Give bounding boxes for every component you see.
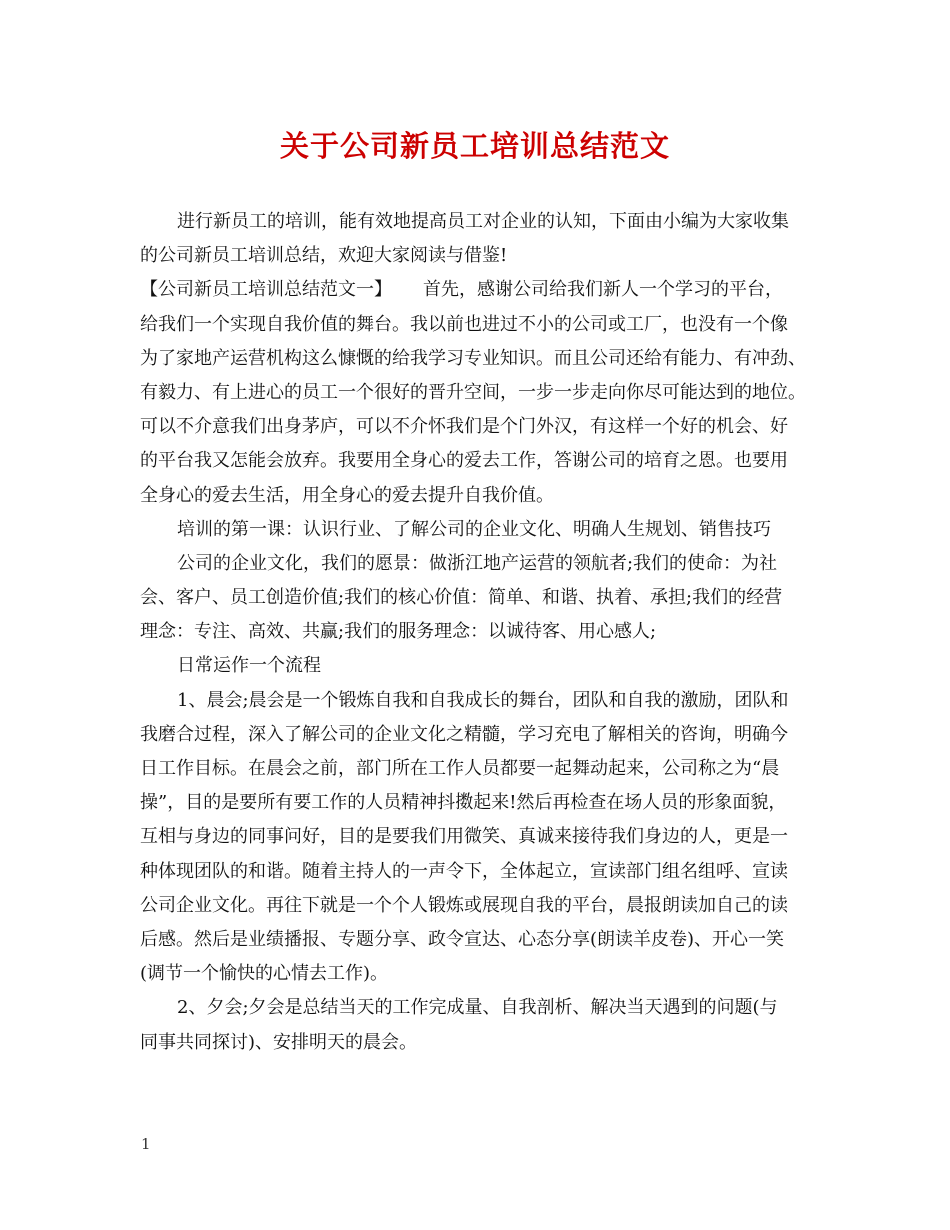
text-line: 1、晨会;晨会是一个锻炼自我和自我成长的舞台，团队和自我的激励，团队和	[177, 689, 789, 711]
text-line: 我磨合过程，深入了解公司的企业文化之精髓，学习充电了解相关的咨询，明确今	[140, 723, 788, 745]
text-line: 给我们一个实现自我价值的舞台。我以前也进过不小的公司或工厂，也没有一个像	[140, 313, 788, 335]
text-line: 的平台我又怎能会放弃。我要用全身心的爱去工作，答谢公司的培育之恩。也要用	[140, 450, 788, 472]
text-line: (调节一个愉快的心情去工作)。	[140, 963, 389, 985]
text-line: 可以不介意我们出身茅庐，可以不介怀我们是个门外汉，有这样一个好的机会、好	[140, 416, 788, 438]
text-line: 操”，目的是要所有要工作的人员精神抖擞起来!然后再检查在场人员的形象面貌，	[140, 792, 787, 814]
text-line: 日常运作一个流程	[177, 655, 321, 677]
text-line: 互相与身边的同事问好，目的是要我们用微笑、真诚来接待我们身边的人，更是一	[140, 826, 788, 848]
text-line: 2、夕会;夕会是总结当天的工作完成量、自我剖析、解决当天遇到的问题(与	[177, 997, 778, 1019]
text-line: 进行新员工的培训，能有效地提高员工对企业的认知，下面由小编为大家收集	[177, 211, 789, 232]
section-first-text: 首先，感谢公司给我们新人一个学习的平台，	[423, 279, 783, 301]
text-line: 日工作目标。在晨会之前，部门所在工作人员都要一起舞动起来，公司称之为“晨	[140, 758, 780, 779]
document-body	[140, 205, 812, 1060]
text-line: 后感。然后是业绩播报、专题分享、政令宣达、心态分享(朗读羊皮卷)、开心一笑	[140, 928, 785, 950]
text-line: 公司企业文化。再往下就是一个个人锻炼或展现自我的平台，晨报朗读加自己的读	[140, 894, 788, 916]
section-label: 【公司新员工培训总结范文一】	[140, 279, 392, 301]
text-line: 为了家地产运营机构这么慷慨的给我学习专业知识。而且公司还给有能力、有冲劲、	[140, 347, 806, 369]
text-line: 会、客户、员工创造价值;我们的核心价值：简单、和谐、执着、承担;我们的经营	[140, 587, 783, 609]
text-line: 同事共同探讨)、安排明天的晨会。	[140, 1031, 418, 1053]
text-line: 有毅力、有上进心的员工一个很好的晋升空间，一步一步走向你尽可能达到的地位。	[140, 381, 806, 403]
document-title: 关于公司新员工培训总结范文	[279, 129, 670, 163]
text-line: 培训的第一课：认识行业、了解公司的企业文化、明确人生规划、销售技巧	[177, 518, 771, 540]
page-number: 1	[141, 1135, 151, 1153]
text-line: 公司的企业文化，我们的愿景：做浙江地产运营的领航者;我们的使命：为社	[177, 552, 778, 574]
text-line: 种体现团队的和谐。随着主持人的一声令下，全体起立，宣读部门组名组呼、宣读	[140, 860, 788, 882]
text-line: 理念：专注、高效、共赢;我们的服务理念：以诚待客、用心感人;	[140, 621, 657, 643]
section-heading-line	[140, 273, 812, 307]
text-line: 的公司新员工培训总结，欢迎大家阅读与借鉴!	[140, 245, 508, 267]
text-line: 全身心的爱去生活，用全身心的爱去提升自我价值。	[140, 484, 554, 506]
